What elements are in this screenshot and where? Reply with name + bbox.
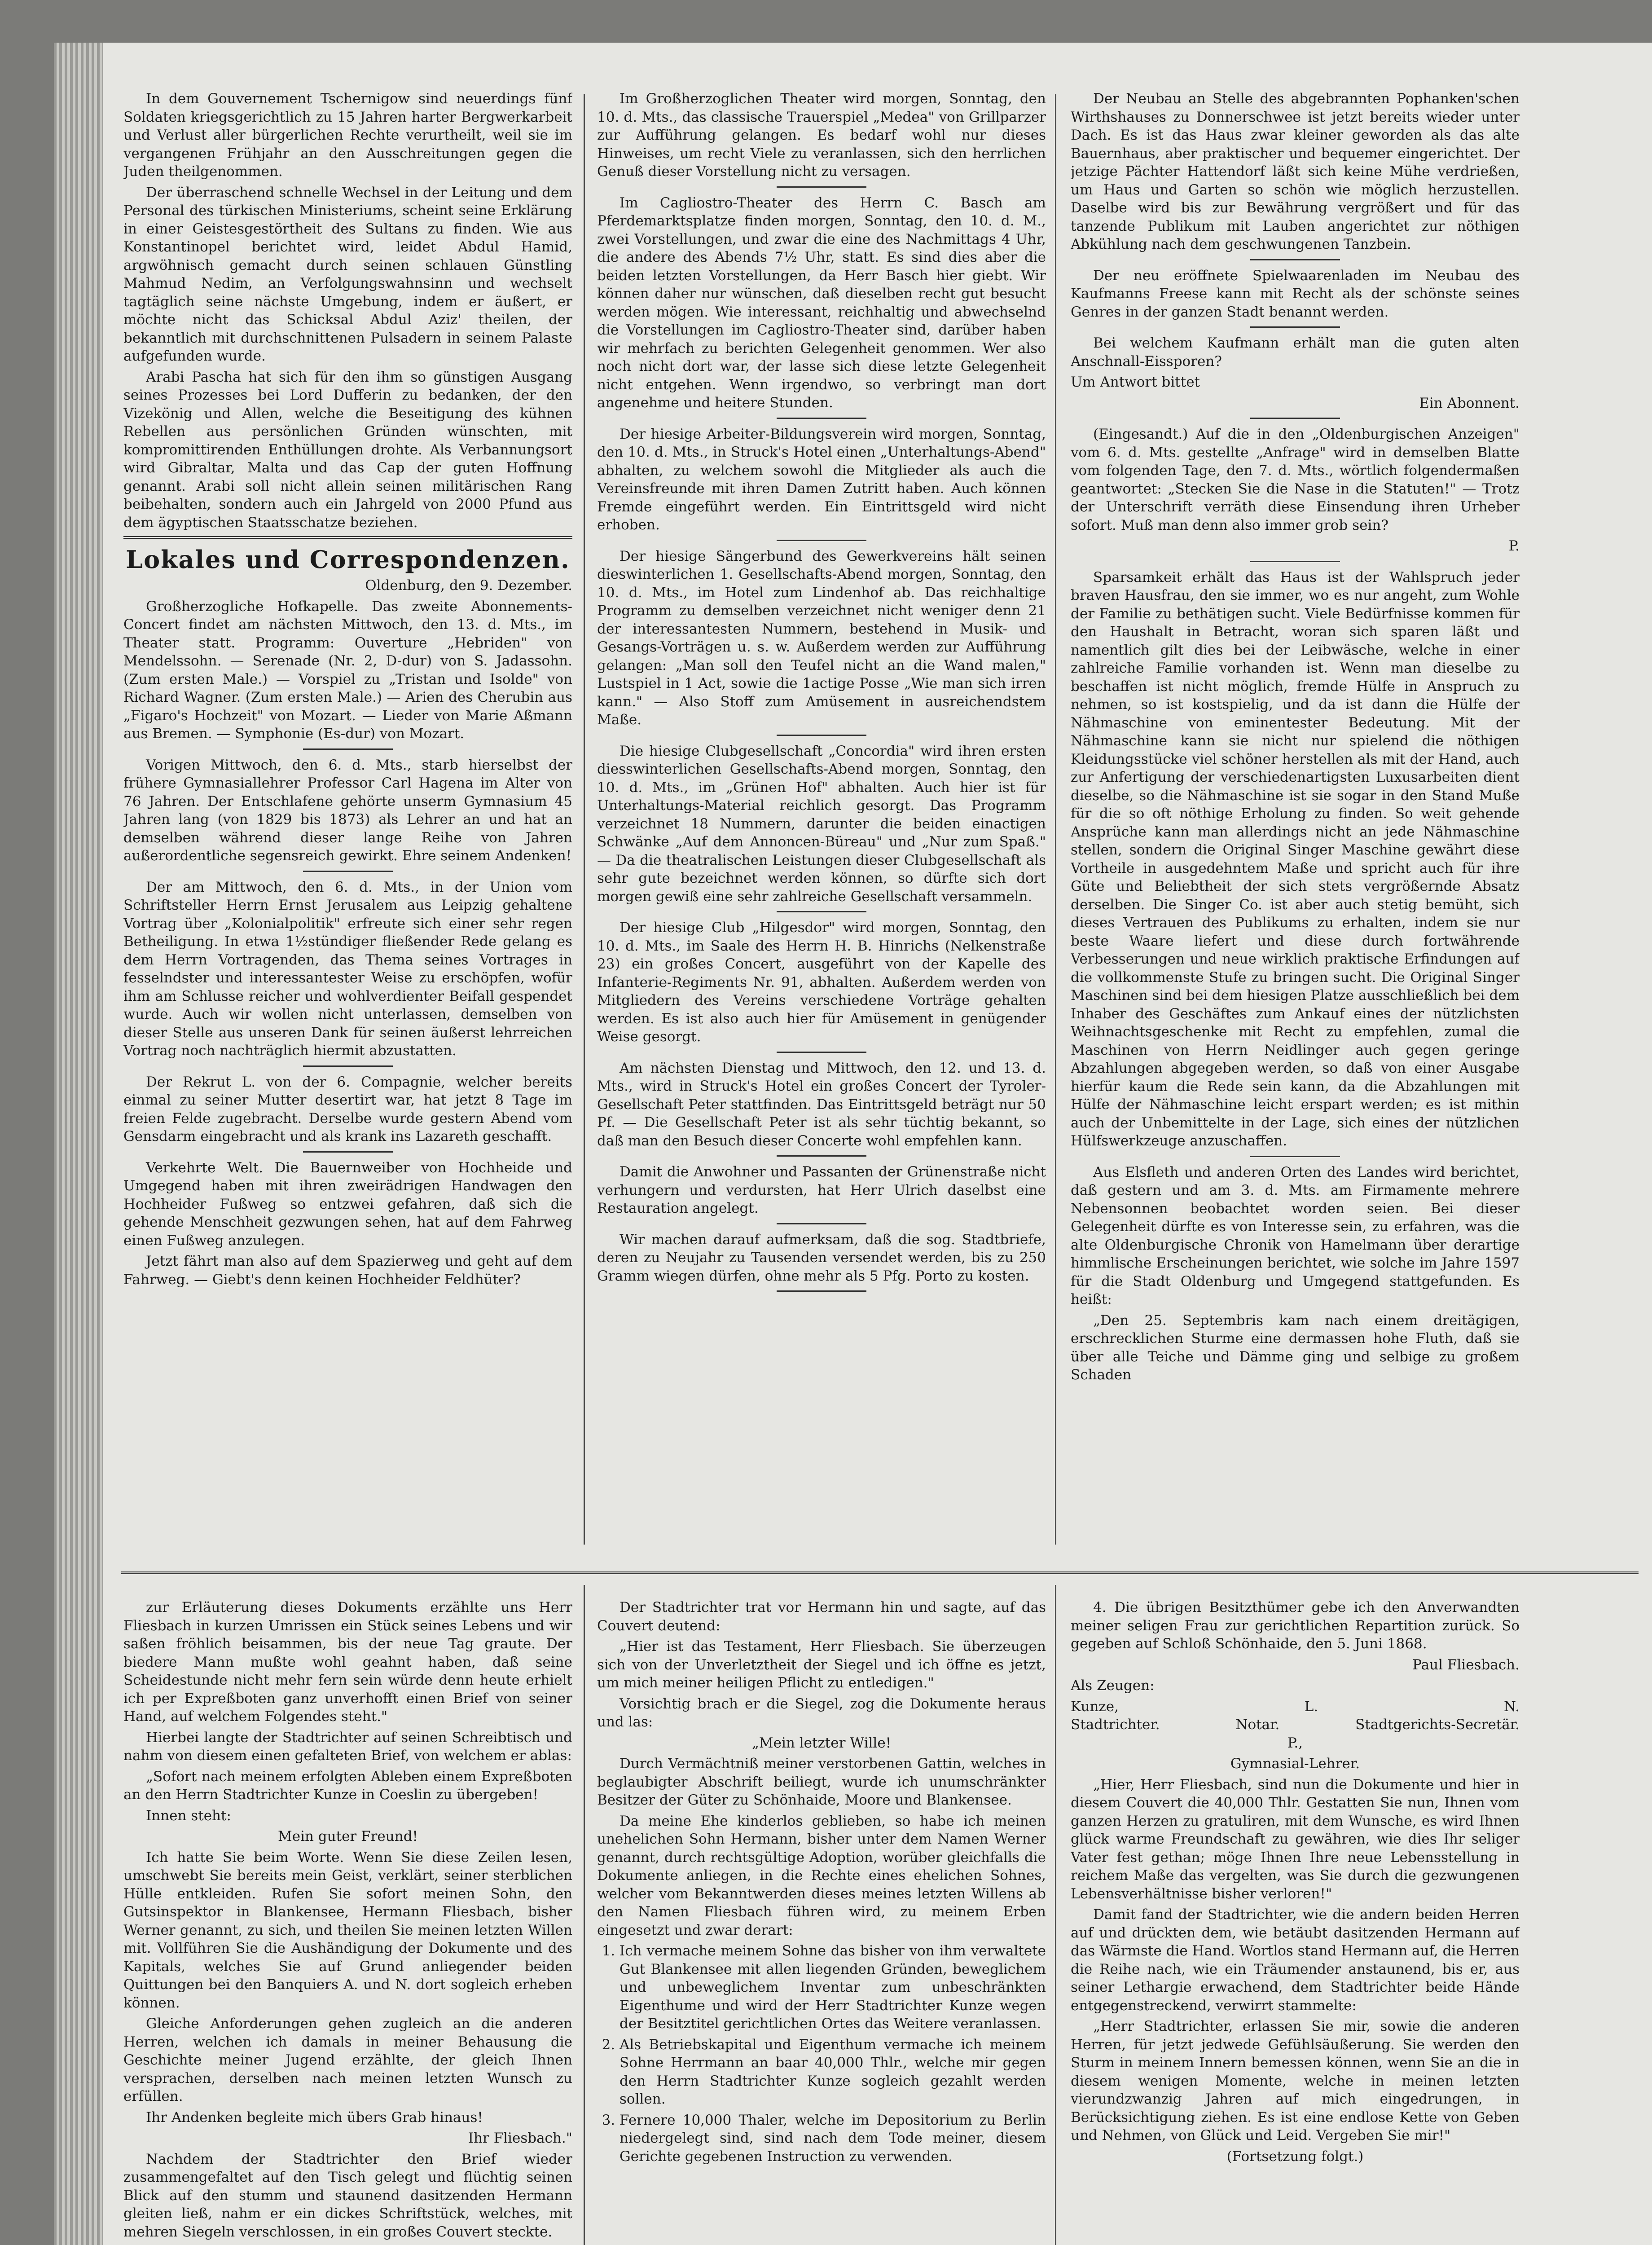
article-paragraph: Vorigen Mittwoch, den 6. d. Mts., starb hierselbst der frühere Gymnasiallehrer Professor Carl Hagena im Alter von 76 Jahren. Der Entschlafene gehörte unserm Gymnasium 45 Jahren lang (von 1829 bis 1873) als Lehrer an und hat an demselben während dieser lange Reihe von Jahren außerordentliche segensreich gewirkt. Ehre seinem Andenken!: [123, 757, 572, 864]
article-separator: [777, 1223, 866, 1224]
article-separator: [777, 1290, 866, 1292]
article-paragraph: Bei welchem Kaufmann erhält man die guten alten Anschnall-Eissporen?: [1071, 335, 1520, 370]
centered-line: (Fortsetzung folgt.): [1226, 2148, 1364, 2165]
section-separator: [123, 536, 572, 539]
column-divider: [584, 94, 585, 1545]
article-paragraph: Arabi Pascha hat sich für den ihm so günstigen Ausgang seines Prozesses bei Lord Dufferin zu bedanken, der den Vizekönig und Allen, welche die Beseitigung des kühnen Rebellen aus persönlichen Gründen wünschten, mit kompromittirenden Enthüllungen drohte. Als Verbannungsort wird Gibraltar, Malta und das Cap der guten Hoffnung genannt. Arabi soll nicht allein seinen militärischen Rang beibehalten, sondern auch ein Jahrgeld von 2000 Pfund aus dem ägyptischen Staatsschatze beziehen.: [123, 369, 572, 531]
text-line: Als Zeugen:: [1071, 1677, 1155, 1694]
signature-entry: Stadtgerichts-Secretär.: [1355, 1717, 1520, 1733]
article-separator: [303, 748, 393, 750]
feuilleton-divider: [584, 1585, 585, 2245]
signature-row: [1071, 1698, 1520, 1716]
article-separator: [777, 911, 866, 912]
article-separator: [777, 735, 866, 736]
article-paragraph: Der am Mittwoch, den 6. d. Mts., in der Union vom Schriftsteller Herrn Ernst Jerusalem aus Leipzig gehaltene Vortrag über „Kolonialpolitik" erfreute sich einer sehr regen Betheiligung. In etwa 1½stündiger fließender Rede gelang es dem Herrn Vortragenden, das Thema seines Vortrages in fesselndster und interessantester Weise zu erschöpfen, wofür ihm am Schlusse reicher und wohlverdienter Beifall gespendet wurde. Auch wir wollen nicht unterlassen, demselben von dieser Stelle aus unseren Dank für seinen äußerst lehrreichen Vortrag noch nachträglich hiermit abzustatten.: [123, 879, 572, 1059]
article-paragraph: Ihr Andenken begleite mich übers Grab hinaus!: [146, 2109, 483, 2126]
signature-row: [1071, 1716, 1520, 1734]
article-paragraph: Der neu eröffnete Spielwaarenladen im Neubau des Kaufmanns Freese kann mit Recht als der schönste seines Genres in der ganzen Stadt benannt werden.: [1071, 267, 1520, 320]
article-separator: [777, 1155, 866, 1157]
feuilleton-column-2: [597, 1598, 1046, 2245]
article-paragraph: Verkehrte Welt. Die Bauernweiber von Hochheide und Umgegend haben mit ihren zweirädrigen Handwagen den Hochheider Fußweg so entzwei gefahren, daß sich die gehende Menschheit gezwungen sehen, hat auf dem Fahrweg einen Fußweg anzulegen.: [123, 1159, 572, 1249]
text-line: Um Antwort bittet: [1071, 374, 1200, 390]
right-aligned-line: Ihr Fliesbach.": [468, 2130, 572, 2146]
article-separator: [777, 418, 866, 419]
article-paragraph: „Herr Stadtrichter, erlassen Sie mir, sowie die anderen Herren, für jetzt jedwede Gefühlsäußerung. Sie werden den Sturm in meinem Innern bemessen können, wenn Sie an die in diesem wenigen Momente, welche in meinen letzten vierundzwanzig Jahren auf mich eingedrungen, in Berücksichtigung ziehen. Es ist eine endlose Kette von Geben und Nehmen, von Glück und Leid. Vergeben Sie mir!": [1071, 2018, 1520, 2144]
article-paragraph: „Den 25. Septembris kam nach einem dreitägigen, erschrecklichen Sturme eine dermassen hohe Fluth, daß sie über alle Teiche und Dämme ging und selbige zu großem Schaden: [1071, 1312, 1520, 1383]
right-aligned-line: P.: [1508, 538, 1520, 554]
right-aligned-line: Oldenburg, den 9. Dezember.: [365, 577, 572, 594]
article-paragraph: „Hier ist das Testament, Herr Fliesbach. Sie überzeugen sich von der Unverletztheit der Siegel und ich öffne es jetzt, um mich meiner heiligen Pflicht zu entledigen.": [597, 1638, 1046, 1691]
right-aligned-line: Paul Fliesbach.: [1412, 1656, 1520, 1673]
article-paragraph: Ich hatte Sie beim Worte. Wenn Sie diese Zeilen lesen, umschwebt Sie bereits mein Geist, verklärt, seiner sterblichen Hülle entkleiden. Rufen Sie sofort meinen Sohn, den Gutsinspektor in Blankensee, Hermann Fliesbach, bisher Werner genannt, zu sich, und theilen Sie meinen letzten Willen mit. Vollführen Sie die Aushändigung der Dokumente und des Kapitals, welches Sie auf Grund anliegender beiden Quittungen bei den Banquiers A. und N. dort sogleich erheben können.: [123, 1849, 572, 2011]
article-paragraph: Aus Elsfleth und anderen Orten des Landes wird berichtet, daß gestern und am 3. d. Mts. am Firmamente mehrere Nebensonnen beobachtet worden seien. Bei dieser Gelegenheit dürfte es von Interesse sein, zu erfahren, was die alte Oldenburgische Chronik von Hamelmann über derartige himmlische Erscheinungen berichtet, wie solche im Jahre 1597 für die Stadt Oldenburg und Umgegend stattgefunden. Es heißt:: [1071, 1164, 1520, 1307]
centered-line: Gymnasial-Lehrer.: [1230, 1756, 1360, 1772]
article-separator: [1250, 1156, 1340, 1157]
article-paragraph: Hierbei langte der Stadtrichter auf seinen Schreibtisch und nahm von diesem einen gefalteten Brief, von welchem er ablas:: [123, 1729, 572, 1764]
article-paragraph: Sparsamkeit erhält das Haus ist der Wahlspruch jeder braven Hausfrau, den sie immer, wo es nur angeht, zum Wohle der Familie zu bethätigen sucht. Viele Bedürfnisse kommen für den Haushalt in Betracht, woran sich sparen läßt und namentlich gilt dies bei der Leibwäsche, welche in einer zahlreiche Familie vorhanden ist. Wenn man dieselbe zu beschaffen ist nicht möglich, fremde Hülfe in Anspruch zu nehmen, so ist kostspielig, und da ist dann die Hülfe der Nähmaschine von eminentester Bedeutung. Mit der Nähmaschine kann sie nicht nur spielend die nöthigen Kleidungsstücke viel schöner herstellen als mit der Hand, auch zur Anfertigung der verschiedenartigsten Luxusarbeiten dient dieselbe, so die Nähmaschine ist sie sogar in den Stand Muße für die so oft nöthige Erholung zu finden. So weit gehende Ansprüche kann man allerdings nicht an jede Nähmaschine stellen, sondern die Original Singer Maschine gewährt diese Vortheile in ausgedehntem Maße und spricht auch für ihre Güte und Beliebtheit der sich stets vergrößernde Absatz derselben. Die Singer Co. ist aber auch stetig bemüht, sich dieses Vertrauen des Publikums zu erhalten, indem sie nur beste Waare liefert und diese durch fortwährende Verbesserungen und neue wirklich praktische Erfindungen auf die vollkommenste Stufe zu bringen sucht. Die Original Singer Maschinen sind bei dem hiesigen Platze ausschließlich bei dem Inhaber des Geschäftes zum Ankauf eines der nützlichsten Weihnachtsgeschenke mit Recht zu empfehlen, zumal die Maschinen von Herrn Neidlinger auch gegen geringe Abzahlungen abgegeben werden, so daß von einer Ausgabe hierfür kaum die Rede sein kann, da die Abzahlungen mit Hülfe der Nähmaschine leicht erspart werden; es ist mithin auch der Unbemittelte in der Lage, sich eines der nützlichen Hülfswerkzeuge anzuschaffen.: [1071, 569, 1520, 1149]
article-paragraph: Damit die Anwohner und Passanten der Grünenstraße nicht verhungern und verdursten, hat Herr Ulrich daselbst eine Restauration angelegt.: [597, 1164, 1046, 1216]
article-paragraph: Im Cagliostro-Theater des Herrn C. Basch am Pferdemarktsplatze finden morgen, Sonntag, den 10. d. M., zwei Vorstellungen, und zwar die eine des Nachmittags 4 Uhr, die andere des Abends 7½ Uhr, statt. Es sind dies aber die beiden letzten Vorstellungen, da Herr Basch hier giebt. Wir können daher nur wünschen, daß dieselben recht gut besucht werden mögen. Wie interessant, reichhaltig und abwechselnd die Vorstellungen im Cagliostro-Theater sind, darüber haben wir mehrfach zu berichten Gelegenheit genommen. Wer also noch nicht dort war, der lasse sich diese letzte Gelegenheit nicht entgehen. Wenn irgendwo, so verbringt man dort angenehme und heitere Stunden.: [597, 194, 1046, 411]
article-separator: [1250, 561, 1340, 562]
article-paragraph: Jetzt fährt man also auf dem Spazierweg und geht auf dem Fahrweg. — Giebt's denn keinen Hochheider Feldhüter?: [123, 1253, 572, 1288]
article-paragraph: „Hier, Herr Fliesbach, sind nun die Dokumente und hier in diesem Couvert die 40,000 Thlr. Gestatten Sie nun, Ihnen vom ganzen Herzen zu gratuliren, mit dem Wunsche, es wird Ihnen glück warme Freundschaft zu gewähren, wie dies Ihr seliger Vater fest gethan; möge Ihnen Ihre neue Lebensstellung in reichem Maße das vergelten, was Sie durch die gezwungenen Lebensverhältnisse bisher verloren!": [1071, 1776, 1520, 1902]
feuilleton-column-3: [1071, 1598, 1520, 2245]
article-paragraph: Damit fand der Stadtrichter, wie die andern beiden Herren auf und drückten dem, wie betäubt dasitzenden Hermann auf das Wärmste die Hand. Wortlos stand Hermann auf, die Herren die Reihe nach, wie ein Träumender anstaunend, bis er, aus seiner Lethargie erwachend, dem Stadtrichter beide Hände entgegenstreckend, verwirrt stammelte:: [1071, 1906, 1520, 2014]
article-separator: [303, 1065, 393, 1067]
article-paragraph: zur Erläuterung dieses Dokuments erzählte uns Herr Fliesbach in kurzen Umrissen ein Stück seines Lebens und wir saßen fröhlich beisammen, bis der neue Tag graute. Der biedere Mann mußte wohl geahnt haben, daß seine Scheidestunde nicht mehr fern sein würde denn heute erhielt ich per Expreßboten ganz unverhofft einen Brief von seiner Hand, auf welchem Folgendes steht.": [123, 1599, 572, 1725]
article-paragraph: Wir machen darauf aufmerksam, daß die sog. Stadtbriefe, deren zu Neujahr zu Tausenden versendet werden, bis zu 250 Gramm wiegen dürfen, ohne mehr als 5 Pfg. Porto zu kosten.: [597, 1231, 1046, 1284]
centered-line: P.,: [1287, 1734, 1303, 1751]
article-paragraph: Der Neubau an Stelle des abgebrannten Pophanken'schen Wirthshauses zu Donnerschwee ist jetzt bereits wieder unter Dach. Es ist das Haus zwar kleiner geworden als das alte Bauernhaus, aber praktischer und bequemer eingerichtet. Der jetzige Pächter Hattendorf läßt sich keine Mühe verdrießen, um Haus und Garten so schön wie möglich herzustellen. Daselbe wird bis zur Bewährung vergrößert und für das tanzende Publikum mit Lauben angerichtet zur nöthigen Abkühlung nach dem geschwungenen Tanzbein.: [1071, 91, 1520, 252]
article-separator: [303, 1151, 393, 1153]
article-paragraph: Der hiesige Arbeiter-Bildungsverein wird morgen, Sonntag, den 10. d. Mts., in Struck's Hotel einen „Unterhaltungs-Abend" abhalten, zu welchem sowohl die Mitglieder als auch die Vereinsfreunde mit ihren Damen Zutritt haben. Auch können Fremde eingeführt werden. Ein Eintrittsgeld wird nicht erhoben.: [597, 426, 1046, 533]
feuilleton-divider: [1055, 1585, 1056, 2245]
feuilleton-column-1: [123, 1598, 572, 2245]
feuilleton-rule: [121, 1572, 1639, 1574]
article-paragraph: Großherzogliche Hofkapelle. Das zweite Abonnements-Concert findet am nächsten Mittwoch, den 13. d. Mts., im Theater statt. Programm: Ouverture „Hebriden" von Mendelssohn. — Serenade (Nr. 2, D-dur) von S. Jadassohn. (Zum ersten Male.) — Vorspiel zu „Tristan und Isolde" von Richard Wagner. (Zum ersten Male.) — Arien des Cherubin aus „Figaro's Hochzeit" von Mozart. — Lieder von Marie Aßmann aus Bremen. — Symphonie (Es-dur) von Mozart.: [123, 598, 572, 742]
signature-entry: Kunze,: [1071, 1698, 1119, 1715]
book-page-edge: [54, 43, 108, 2245]
article-separator: [1250, 259, 1340, 260]
article-paragraph: Durch Vermächtniß meiner verstorbenen Gattin, welches in beglaubigter Abschrift beiliegt, wurde ich unumschränkter Besitzer der Güter zu Schönhaide, Moore und Blankensee.: [597, 1756, 1046, 1808]
signature-entry: L.: [1304, 1698, 1318, 1715]
article-separator: [777, 1052, 866, 1053]
article-paragraph: Innen steht:: [146, 1807, 231, 1824]
article-paragraph: In dem Gouvernement Tschernigow sind neuerdings fünf Soldaten kriegsgerichtlich zu 15 Jahren harter Bergwerkarbeit und Verlust aller bürgerlichen Rechte verurtheilt, weil sie im vergangenen Frühjahr an den Ausschreitungen gegen die Juden theilgenommen.: [123, 91, 572, 180]
article-separator: [777, 540, 866, 541]
signature-entry: N.: [1504, 1698, 1520, 1715]
article-paragraph: Gleiche Anforderungen gehen zugleich an die anderen Herren, welchen ich damals in meiner Behausung die Geschichte meiner Jugend erzählte, der gleich Ihnen versprachen, derselben nach meinen letzten Wunsch zu erfüllen.: [123, 2016, 572, 2104]
numbered-list: [597, 1942, 1046, 2166]
article-separator: [1250, 326, 1340, 328]
article-paragraph: „Sofort nach meinem erfolgten Ableben einem Expreßboten an den Herrn Stadtrichter Kunze in Coeslin zu übergeben!: [123, 1768, 572, 1803]
column-divider: [1055, 94, 1056, 1545]
column-2: [597, 90, 1046, 1542]
centered-line: Mein guter Freund!: [277, 1828, 418, 1844]
signature-entry: Notar.: [1235, 1717, 1280, 1733]
centered-line: „Mein letzter Wille!: [751, 1734, 892, 1751]
article-paragraph: Im Großherzoglichen Theater wird morgen, Sonntag, den 10. d. Mts., das classische Trauerspiel „Medea" von Grillparzer zur Aufführung gelangen. Es bedarf wohl nur dieses Hinweises, um recht Viele zu veranlassen, sich den herrlichen Genuß dieser Vorstellung nicht zu versagen.: [597, 91, 1046, 180]
article-paragraph: Der Rekrut L. von der 6. Compagnie, welcher bereits einmal zu seiner Mutter desertirt war, hat jetzt 8 Tage im freien Felde zugebracht. Derselbe wurde gestern Abend vom Gensdarm eingebracht und als krank ins Lazareth geschafft.: [123, 1074, 572, 1145]
article-separator: [777, 186, 866, 188]
list-item: 3. Fernere 10,000 Thaler, welche im Depositorium zu Berlin niedergelegt sind, sind nach dem Tode meiner, diesem Gerichte gegebenen Instruction zu verwenden.: [620, 2111, 1046, 2166]
column-3: [1071, 90, 1520, 1542]
article-paragraph: Am nächsten Dienstag und Mittwoch, den 12. und 13. d. Mts., wird in Struck's Hotel ein großes Concert der Tyroler-Gesellschaft Peter stattfinden. Das Eintrittsgeld beträgt nur 50 Pf. — Die Gesellschaft Peter ist als sehr tüchtig bekannt, so daß man den Besuch dieser Concerte wohl empfehlen kann.: [597, 1060, 1046, 1149]
section-heading: Lokales und Correspondenzen.: [126, 545, 570, 574]
article-paragraph: Vorsichtig brach er die Siegel, zog die Dokumente heraus und las:: [597, 1695, 1046, 1730]
signature-entry: Stadtrichter.: [1071, 1717, 1160, 1733]
article-separator: [303, 871, 393, 872]
article-paragraph: Der hiesige Club „Hilgesdor" wird morgen, Sonntag, den 10. d. Mts., im Saale des Herrn H. B. Hinrichs (Nelkenstraße 23) ein großes Concert, ausgeführt von der Kapelle des Infanterie-Regiments Nr. 91, abhalten. Außerdem werden von Mitgliedern des Vereins verschiedene Vorträge gehalten werden. Es ist also auch hier für Amüsement in genügender Weise gesorgt.: [597, 920, 1046, 1045]
list-item: 1. Ich vermache meinem Sohne das bisher von ihm verwaltete Gut Blankensee mit allen liegenden Gründen, beweglichem und unbeweglichem Inventar zum unbeschränkten Eigenthume und wird der Herr Stadtrichter Kunze wegen der Besitztitel gerichtlichen Ortes das Weitere veranlassen.: [620, 1942, 1046, 2033]
article-paragraph: Die hiesige Clubgesellschaft „Concordia" wird ihren ersten diesswinterlichen Gesellschafts-Abend morgen, Sonntag, den 10. d. Mts., im „Grünen Hof" abhalten. Auch hier ist für Unterhaltungs-Material reichlich gesorgt. Das Programm verzeichnet 18 Nummern, darunter die beiden einactigen Schwänke „Auf dem Annoncen-Büreau" und „Nur zum Spaß." — Da die theatralischen Leistungen dieser Clubgesellschaft als sehr gute bezeichnet werden können, so dürfte sich dort morgen gewiß eine sehr zahlreiche Gesellschaft versammeln.: [597, 743, 1046, 905]
article-paragraph: Nachdem der Stadtrichter den Brief wieder zusammengefaltet auf den Tisch gelegt und flüchtig seinen Blick auf den stumm und staunend dasitzenden Hermann gleiten ließ, nahm er ein dickes Schriftstück, welches, mit mehren Siegeln verschlossen, in ein großes Couvert steckte.: [123, 2151, 572, 2240]
article-paragraph: Der Stadtrichter trat vor Hermann hin und sagte, auf das Couvert deutend:: [597, 1599, 1046, 1634]
right-aligned-line: Ein Abonnent.: [1419, 395, 1520, 411]
article-paragraph: Der überraschend schnelle Wechsel in der Leitung und dem Personal des türkischen Ministeriums, scheint seine Erklärung in einer Geistesgestörtheit des Sultans zu finden. Wie aus Konstantinopel berichtet wird, leidet Abdul Hamid, argwöhnisch gemacht durch seinen schlauen Günstling Mahmud Nedim, an Verfolgungswahnsinn und wechselt tagtäglich seine nächste Umgebung, indem er äußert, er möchte nicht das Schicksal Abdul Aziz' theilen, der bekanntlich mit durchschnittenen Pulsadern in seinem Palaste aufgefunden wurde.: [123, 184, 572, 364]
article-paragraph: 4. Die übrigen Besitzthümer gebe ich den Anverwandten meiner seligen Frau zur gerichtlichen Repartition zurück. So gegeben auf Schloß Schönhaide, den 5. Juni 1868.: [1071, 1599, 1520, 1652]
article-paragraph: Da meine Ehe kinderlos geblieben, so habe ich meinen unehelichen Sohn Hermann, bisher unter dem Namen Werner genannt, durch rechtsgültige Adoption, worüber gleichfalls die Dokumente anliegen, in die Rechte eines ehelichen Sohnes, welcher vom Bekanntwerden dieses meines letzten Willens ab den Namen Fliesbach führen wird, zu meinem Erben eingesetzt und zwar derart:: [597, 1813, 1046, 1938]
column-1: [123, 90, 572, 1542]
article-separator: [1250, 418, 1340, 419]
article-paragraph: (Eingesandt.) Auf die in den „Oldenburgischen Anzeigen" vom 6. d. Mts. gestellte „Anfrage" wird in demselben Blatte vom folgenden Tage, den 7. d. Mts., wörtlich folgendermaßen geantwortet: „Stecken Sie die Nase in die Statuten!" — Trotz der Unterschrift verräth diese Einsendung ihren Urheber sofort. Muß man denn also immer grob sein?: [1071, 426, 1520, 533]
article-paragraph: Der hiesige Sängerbund des Gewerkvereins hält seinen dieswinterlichen 1. Gesellschafts-Abend morgen, Sonntag, den 10. d. Mts., im Hotel zum Lindenhof ab. Das reichhaltige Programm zu demselben verzeichnet nicht weniger denn 21 der interessantesten Nummern, bestehend in Musik- und Gesangs-Vorträgen u. s. w. Außerdem werden zur Aufführung gelangen: „Man soll den Teufel nicht an die Wand malen," Lustspiel in 1 Act, sowie die 1actige Posse „Wie man sich irren kann." — Also Stoff zum Amüsement in ausreichendstem Maße.: [597, 548, 1046, 728]
list-item: 2. Als Betriebskapital und Eigenthum vermache ich meinem Sohne Herrmann an baar 40,000 Thlr., welche mir gegen den Herrn Stadtrichter Kunze sogleich gezahlt werden sollen.: [620, 2036, 1046, 2109]
